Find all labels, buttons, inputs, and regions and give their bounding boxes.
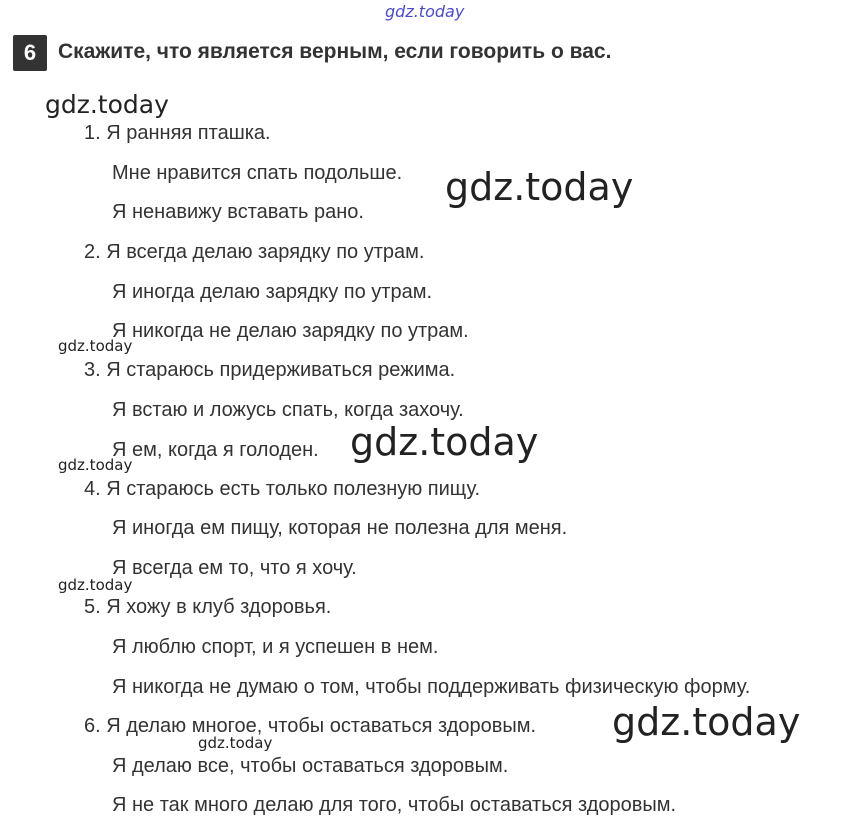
- item-number: 6.: [84, 715, 101, 737]
- task-number-badge: 6: [13, 35, 47, 71]
- item-2: [84, 240, 424, 264]
- item-number: 4.: [84, 478, 101, 500]
- item-number: 2.: [84, 241, 101, 263]
- item-option: Я ем, когда я голоден.: [112, 439, 319, 461]
- watermark: gdz.today: [198, 734, 273, 752]
- item-option: Я никогда не думаю о том, чтобы поддерживать физическую форму.: [112, 676, 751, 698]
- watermark: gdz.today: [612, 700, 801, 744]
- watermark: gdz.today: [445, 165, 634, 209]
- watermark: gdz.today: [58, 576, 133, 594]
- item-option: Я не так много делаю для того, чтобы оставаться здоровым.: [112, 794, 677, 816]
- item-option: Я встаю и ложусь спать, когда захочу.: [112, 399, 464, 421]
- watermark: gdz.today: [58, 337, 133, 355]
- item-option: Я люблю спорт, и я успешен в нем.: [112, 636, 439, 658]
- item-5: [84, 595, 331, 619]
- watermark: gdz.today: [58, 456, 133, 474]
- item-option: Мне нравится спать подольше.: [112, 162, 403, 184]
- item-first-option: Я ранняя пташка.: [106, 122, 271, 144]
- item-4: [84, 477, 480, 501]
- item-option: Я ненавижу вставать рано.: [112, 201, 364, 223]
- item-option: Я иногда делаю зарядку по утрам.: [112, 281, 433, 303]
- item-option: Я никогда не делаю зарядку по утрам.: [112, 320, 469, 342]
- item-option: Я делаю все, чтобы оставаться здоровым.: [112, 755, 509, 777]
- item-3: [84, 358, 455, 382]
- item-first-option: Я всегда делаю зарядку по утрам.: [106, 241, 425, 263]
- watermark: gdz.today: [350, 420, 539, 464]
- task-title: Скажите, что является верным, если говорить о вас.: [58, 40, 612, 63]
- item-number: 3.: [84, 359, 101, 381]
- item-number: 5.: [84, 596, 101, 618]
- item-option: Я иногда ем пищу, которая не полезна для меня.: [112, 517, 568, 539]
- item-number: 1.: [84, 122, 101, 144]
- item-option: Я всегда ем то, что я хочу.: [112, 557, 357, 579]
- item-first-option: Я делаю многое, чтобы оставаться здоровым.: [106, 715, 537, 737]
- item-1: [84, 121, 271, 145]
- item-first-option: Я стараюсь есть только полезную пищу.: [106, 478, 481, 500]
- item-first-option: Я хожу в клуб здоровья.: [106, 596, 332, 618]
- watermark-top: gdz.today: [385, 2, 465, 21]
- watermark: gdz.today: [45, 90, 169, 119]
- item-first-option: Я стараюсь придерживаться режима.: [106, 359, 456, 381]
- item-6: [84, 714, 536, 738]
